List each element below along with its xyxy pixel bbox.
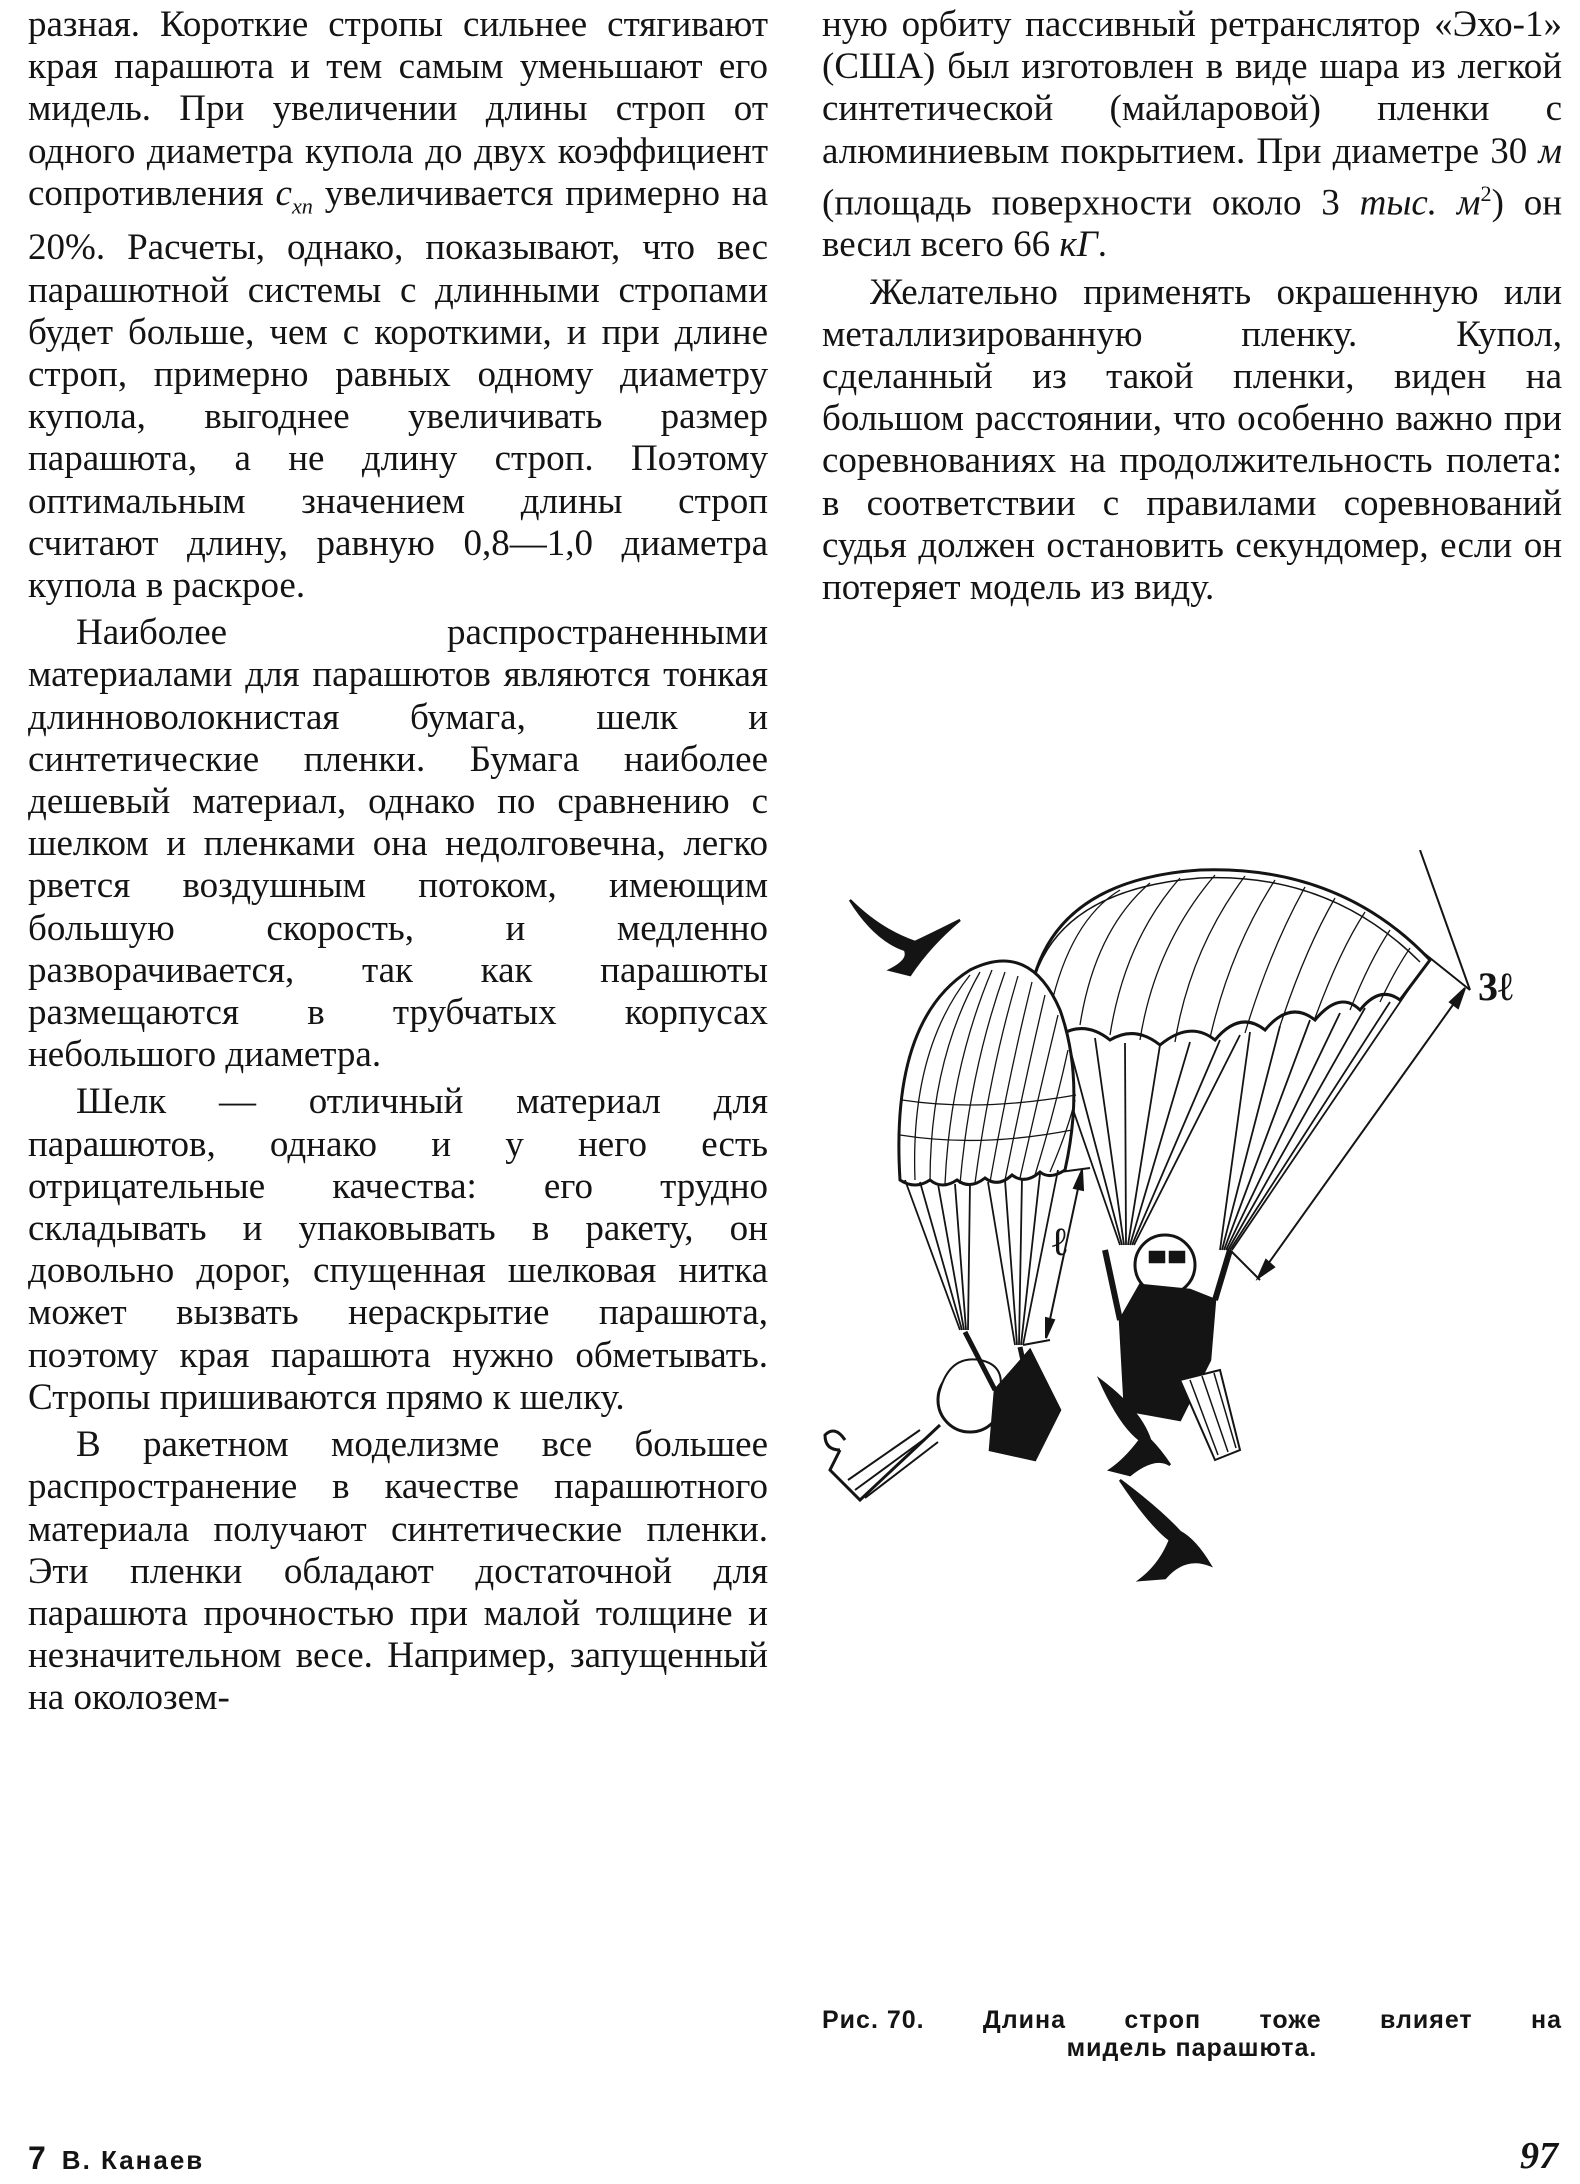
paragraph-text-part: ) он весил всего 66 xyxy=(822,182,1562,266)
drag-coefficient-subscript: хп xyxy=(291,193,313,219)
paragraph-silk: Шелк — отличный материал для парашютов, однако и у него есть отрицательные качества: его трудно складывать и упаковывать в ракету, он довольно дорог, спущенная шелковая нитка может вызвать нераскрытие парашюта, поэтому края парашюта нужно обметывать. Стропы пришиваются прямо к шелку. xyxy=(28,1081,768,1418)
footer-signature xyxy=(28,2140,204,2177)
page-number: 97 xyxy=(1520,2135,1558,2177)
large-parachute-canopy xyxy=(1030,870,1430,1045)
swallow-bird-3 xyxy=(1120,1480,1210,1580)
caption-word: строп xyxy=(1124,2006,1202,2034)
label-long-lines: 3ℓ xyxy=(1478,964,1513,1009)
small-parachute-canopy xyxy=(899,961,1076,1185)
paragraph-text-part: разная. Короткие стропы сильнее стягивают края парашюта и тем самым уменьшают его мидель. При увеличении длины строп от одного диаметра купола до двух коэффициент сопротивления xyxy=(28,4,768,214)
swallow-bird-1 xyxy=(850,900,960,975)
paragraph-text-part: увеличивается примерно на 20%. Расчеты, однако, показывают, что вес парашютной системы с длинными стропами будет больше, чем с короткими, и при длине строп, примерно равных одному диаметру купола, выгоднее увеличивать размер парашюта, а не длину строп. Поэтому оптимальным значением длины строп считают длину, равную 0,8—1,0 диаметра купола в раскрое. xyxy=(28,172,768,607)
paragraph-text-part: (площадь поверхности около 3 xyxy=(822,182,1360,224)
boy-figure xyxy=(825,1332,1060,1500)
paragraph-echo-satellite xyxy=(822,4,1562,267)
paragraph-text-part: ную орбиту пассивный ретранслятор «Эхо-1» (США) был изготовлен в виде шара из легкой синтетической (майларовой) пленки с алюминиевым покрытием. При диаметре 30 xyxy=(822,4,1562,172)
parachute-illustration xyxy=(820,850,1570,2010)
unit-kg: кГ xyxy=(1059,224,1098,266)
paragraph-strop-length xyxy=(28,4,768,607)
caption-word: влияет xyxy=(1379,2006,1473,2034)
left-text-column xyxy=(28,4,768,1720)
unit-area-superscript: 2 xyxy=(1480,180,1492,206)
right-text-column xyxy=(822,4,1562,609)
label-short-lines: ℓ xyxy=(1052,1219,1067,1264)
caption-word: тоже xyxy=(1259,2006,1322,2034)
caption-line-1 xyxy=(822,2006,1562,2034)
small-parachute-lines xyxy=(905,1170,1058,1345)
caption-line-2: мидель парашюта. xyxy=(1066,2034,1318,2062)
unit-meter: м xyxy=(1538,130,1562,172)
paragraph-colored-film: Желательно применять окрашенную или металлизированную пленку. Купол, сделанный из такой пленки, виден на большом расстоянии, что особенно важно при соревнованиях на продолжительность полета: в соответствии с правилами соревнований судья должен остановить секундомер, если он потеряет модель из виду. xyxy=(822,271,1562,608)
author-name: В. Канаев xyxy=(61,2145,205,2175)
figure-label: Рис. 70. xyxy=(822,2006,925,2034)
paragraph-synthetic-films: В ракетном моделизме все большее распространение в качестве парашютного материала получают синтетические пленки. Эти пленки обладают достаточной для парашюта прочностью при малой толщине и незначительном весе. Например, запущенный на околозем- xyxy=(28,1424,768,1719)
paragraph-text-part: . xyxy=(1097,224,1107,266)
caption-word: Длина xyxy=(982,2006,1066,2034)
figure-caption xyxy=(822,2006,1562,2062)
paragraph-materials: Наиболее распространенными материалами для парашютов являются тонкая длинноволокнистая бумага, шелк и синтетические пленки. Бумага наиболее дешевый материал, однако по сравнению с шелком и пленками она недолговечна, легко рвется воздушным потоком, имеющим большую скорость, и медленно разворачивается, так как парашюты размещаются в трубчатых корпусах небольшого диаметра. xyxy=(28,612,768,1076)
caption-word: на xyxy=(1530,2006,1562,2034)
drag-coefficient-symbol: c xyxy=(275,172,292,214)
unit-area: тыс. м xyxy=(1359,182,1481,224)
signature-number: 7 xyxy=(28,2140,48,2176)
